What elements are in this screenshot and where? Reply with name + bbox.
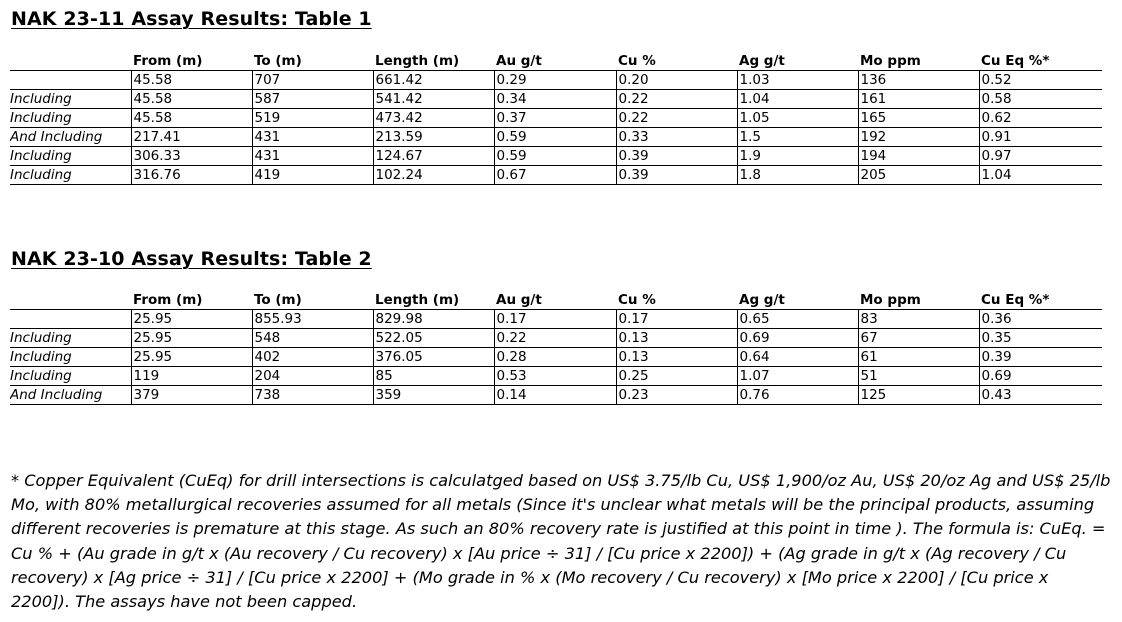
cell-length: 522.05 [373, 329, 494, 348]
table1-header-cu: Cu % [616, 52, 737, 71]
cell-cueq: 0.62 [979, 109, 1102, 128]
cell-length: 541.42 [373, 90, 494, 109]
cell-from: 25.95 [131, 329, 252, 348]
table-row [10, 71, 1102, 90]
cell-mo: 83 [858, 310, 979, 329]
cell-ag: 1.5 [737, 128, 858, 147]
cell-length: 359 [373, 386, 494, 405]
cell-cueq: 0.39 [979, 348, 1102, 367]
table-row [10, 367, 1102, 386]
cell-from: 25.95 [131, 310, 252, 329]
cell-from: 45.58 [131, 71, 252, 90]
cell-to: 204 [252, 367, 373, 386]
cell-au: 0.59 [494, 147, 616, 166]
cell-from: 25.95 [131, 348, 252, 367]
assay-table-1 [10, 52, 1102, 185]
cell-from: 45.58 [131, 90, 252, 109]
cell-to: 431 [252, 128, 373, 147]
table-row [10, 166, 1102, 185]
cell-cueq: 0.91 [979, 128, 1102, 147]
cell-cu: 0.17 [616, 310, 737, 329]
cell-cu: 0.25 [616, 367, 737, 386]
cell-cu: 0.13 [616, 329, 737, 348]
table1-header-cueq: Cu Eq %* [979, 52, 1102, 71]
table2-header-cueq: Cu Eq %* [979, 291, 1102, 310]
row-qualifier: Including [10, 147, 131, 166]
table2-header-length: Length (m) [373, 291, 494, 310]
cell-mo: 192 [858, 128, 979, 147]
cell-mo: 51 [858, 367, 979, 386]
cell-length: 213.59 [373, 128, 494, 147]
table-row [10, 348, 1102, 367]
cell-cu: 0.23 [616, 386, 737, 405]
cell-cueq: 0.52 [979, 71, 1102, 90]
cell-from: 379 [131, 386, 252, 405]
row-qualifier: And Including [10, 386, 131, 405]
cell-to: 855.93 [252, 310, 373, 329]
cell-ag: 1.03 [737, 71, 858, 90]
cell-to: 519 [252, 109, 373, 128]
cell-mo: 125 [858, 386, 979, 405]
table2-header-from: From (m) [131, 291, 252, 310]
cell-au: 0.22 [494, 329, 616, 348]
cell-cu: 0.20 [616, 71, 737, 90]
table2-header-mo: Mo ppm [858, 291, 979, 310]
table2-header-ag: Ag g/t [737, 291, 858, 310]
cell-ag: 0.76 [737, 386, 858, 405]
cell-mo: 194 [858, 147, 979, 166]
row-qualifier: Including [10, 90, 131, 109]
cell-mo: 205 [858, 166, 979, 185]
cell-cueq: 0.36 [979, 310, 1102, 329]
cell-length: 124.67 [373, 147, 494, 166]
table-row [10, 90, 1102, 109]
table-row [10, 310, 1102, 329]
cell-au: 0.67 [494, 166, 616, 185]
cell-to: 419 [252, 166, 373, 185]
table-row [10, 128, 1102, 147]
table-row [10, 386, 1102, 405]
cell-cu: 0.39 [616, 147, 737, 166]
cell-cueq: 1.04 [979, 166, 1102, 185]
cell-cueq: 0.97 [979, 147, 1102, 166]
table1-header-to: To (m) [252, 52, 373, 71]
cell-from: 217.41 [131, 128, 252, 147]
cell-length: 102.24 [373, 166, 494, 185]
row-qualifier: Including [10, 109, 131, 128]
row-qualifier: And Including [10, 128, 131, 147]
table1-header-length: Length (m) [373, 52, 494, 71]
cell-mo: 165 [858, 109, 979, 128]
table1-header-from: From (m) [131, 52, 252, 71]
cell-ag: 1.05 [737, 109, 858, 128]
cell-length: 85 [373, 367, 494, 386]
cell-au: 0.34 [494, 90, 616, 109]
table2-header-cu: Cu % [616, 291, 737, 310]
cell-mo: 161 [858, 90, 979, 109]
cell-ag: 0.64 [737, 348, 858, 367]
cell-cueq: 0.43 [979, 386, 1102, 405]
cell-length: 473.42 [373, 109, 494, 128]
row-qualifier [10, 310, 131, 329]
copper-equivalent-footnote: * Copper Equivalent (CuEq) for drill intersections is calculatged based on US$ 3.75/lb Cu, US$ 1,900/oz Au, US$ 20/oz Ag and US$ 25/lb Mo, with 80% metallurgical recoveries assumed for all metals (Since it's unclear what metals will be the principal products, assuming different recoveries is premature at this stage. As such an 80% recovery rate is justified at this point in time ). The formula is: CuEq. = Cu % + (Au grade in g/t x (Au recovery / Cu recovery) x [Au price ÷ 31] / [Cu price x 2200]) + (Ag grade in g/t x (Ag recovery / Cu recovery) x [Ag price ÷ 31] / [Cu price x 2200] + (Mo grade in % x (Mo recovery / Cu recovery) x [Mo price x 2200] / [Cu price x 2200]). The assays have not been capped. [11, 471, 1111, 612]
cell-mo: 136 [858, 71, 979, 90]
cell-from: 119 [131, 367, 252, 386]
cell-au: 0.14 [494, 386, 616, 405]
row-qualifier: Including [10, 329, 131, 348]
cell-ag: 0.69 [737, 329, 858, 348]
cell-cu: 0.22 [616, 90, 737, 109]
table1-header-row [10, 52, 1102, 71]
cell-length: 376.05 [373, 348, 494, 367]
cell-au: 0.29 [494, 71, 616, 90]
table2-header-to: To (m) [252, 291, 373, 310]
cell-mo: 67 [858, 329, 979, 348]
table-row [10, 109, 1102, 128]
table1-title: NAK 23-11 Assay Results: Table 1 [11, 8, 372, 30]
table2-header-row [10, 291, 1102, 310]
table-row [10, 147, 1102, 166]
table-row [10, 329, 1102, 348]
cell-au: 0.59 [494, 128, 616, 147]
table1-header-mo: Mo ppm [858, 52, 979, 71]
cell-cueq: 0.69 [979, 367, 1102, 386]
table2-header-qualifier [10, 291, 131, 310]
cell-cu: 0.22 [616, 109, 737, 128]
cell-to: 548 [252, 329, 373, 348]
table1-header-au: Au g/t [494, 52, 616, 71]
assay-table-2 [10, 291, 1102, 405]
cell-cu: 0.39 [616, 166, 737, 185]
cell-cueq: 0.58 [979, 90, 1102, 109]
cell-au: 0.17 [494, 310, 616, 329]
row-qualifier [10, 71, 131, 90]
cell-au: 0.37 [494, 109, 616, 128]
cell-from: 45.58 [131, 109, 252, 128]
row-qualifier: Including [10, 367, 131, 386]
cell-to: 587 [252, 90, 373, 109]
cell-to: 402 [252, 348, 373, 367]
cell-cu: 0.13 [616, 348, 737, 367]
cell-to: 738 [252, 386, 373, 405]
table2-header-au: Au g/t [494, 291, 616, 310]
cell-to: 431 [252, 147, 373, 166]
cell-cu: 0.33 [616, 128, 737, 147]
cell-au: 0.28 [494, 348, 616, 367]
row-qualifier: Including [10, 348, 131, 367]
cell-cueq: 0.35 [979, 329, 1102, 348]
cell-from: 316.76 [131, 166, 252, 185]
cell-ag: 1.9 [737, 147, 858, 166]
row-qualifier: Including [10, 166, 131, 185]
cell-length: 829.98 [373, 310, 494, 329]
cell-length: 661.42 [373, 71, 494, 90]
cell-ag: 0.65 [737, 310, 858, 329]
cell-from: 306.33 [131, 147, 252, 166]
cell-ag: 1.07 [737, 367, 858, 386]
table1-header-ag: Ag g/t [737, 52, 858, 71]
table2-title: NAK 23-10 Assay Results: Table 2 [11, 248, 372, 270]
cell-to: 707 [252, 71, 373, 90]
cell-au: 0.53 [494, 367, 616, 386]
cell-mo: 61 [858, 348, 979, 367]
cell-ag: 1.04 [737, 90, 858, 109]
table1-header-qualifier [10, 52, 131, 71]
cell-ag: 1.8 [737, 166, 858, 185]
